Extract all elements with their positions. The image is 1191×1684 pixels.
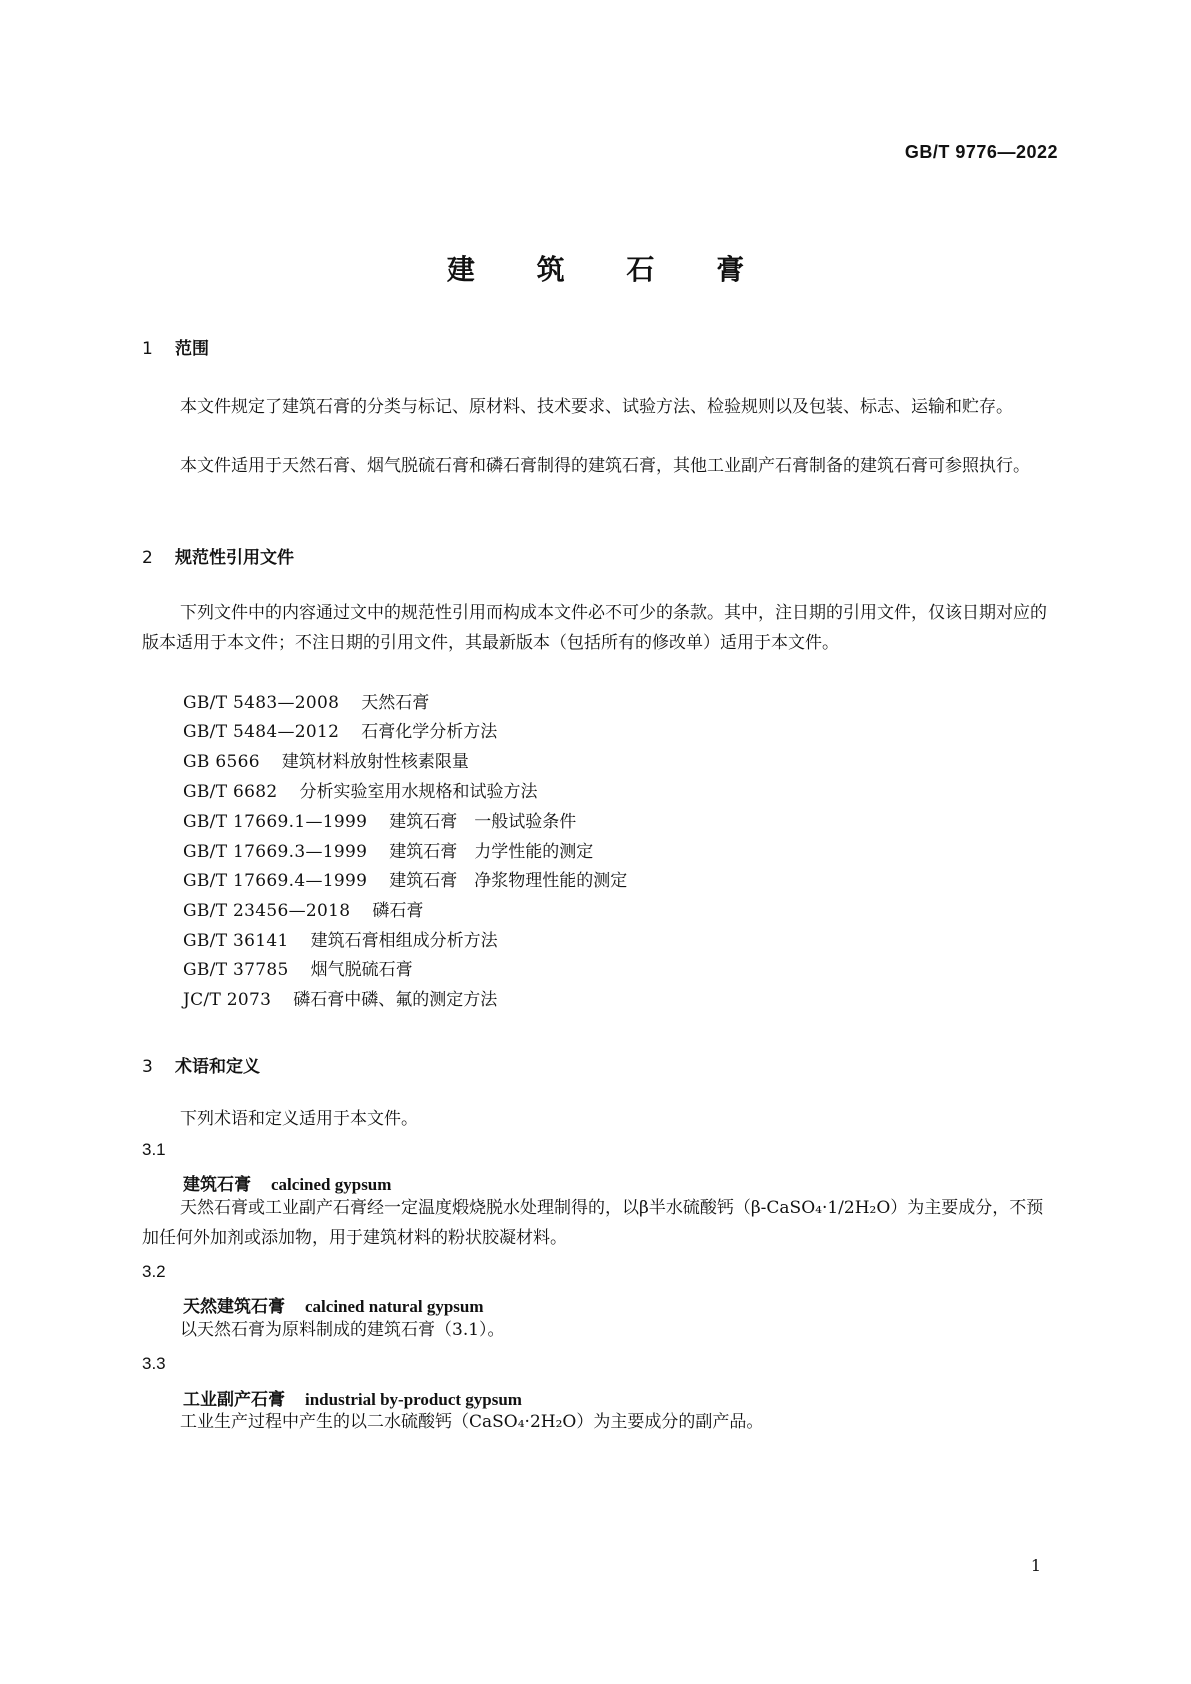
reference-item — [183, 807, 576, 837]
term-en: calcined gypsum — [271, 1175, 392, 1194]
terms-intro: 下列术语和定义适用于本文件。 — [180, 1109, 418, 1129]
term-heading — [183, 1292, 484, 1317]
reference-item — [183, 747, 469, 777]
reference-name: 石膏化学分析方法 — [361, 722, 498, 742]
term-number: 3.1 — [142, 1140, 166, 1159]
reference-code: GB/T 17669.1—1999 — [183, 812, 368, 832]
reference-item — [183, 896, 423, 926]
term-definition: 以天然石膏为原料制成的建筑石膏（3.1）。 — [180, 1320, 505, 1340]
reference-code: GB/T 17669.3—1999 — [183, 842, 368, 862]
reference-item — [183, 777, 538, 807]
reference-code: GB/T 37785 — [183, 960, 289, 980]
term-zh: 工业副产石膏 — [183, 1390, 285, 1410]
reference-name: 烟气脱硫石膏 — [310, 960, 413, 980]
section-number: 1 — [142, 339, 153, 359]
term-heading — [183, 1170, 391, 1195]
reference-name: 分析实验室用水规格和试验方法 — [299, 782, 538, 802]
page-number: 1 — [1030, 1556, 1041, 1575]
reference-item — [183, 866, 627, 896]
reference-item — [183, 717, 497, 747]
section-heading-normative — [142, 543, 294, 568]
reference-name: 建筑石膏 力学性能的测定 — [389, 842, 594, 862]
section-title: 范围 — [175, 339, 209, 359]
section-title: 术语和定义 — [175, 1057, 260, 1077]
reference-name: 磷石膏中磷、氟的测定方法 — [293, 990, 498, 1010]
scope-paragraph-2: 本文件适用于天然石膏、烟气脱硫石膏和磷石膏制得的建筑石膏，其他工业副产石膏制备的建筑石膏可参照执行。 — [180, 456, 1030, 476]
reference-name: 建筑石膏 一般试验条件 — [389, 812, 577, 832]
scope-paragraph-1: 本文件规定了建筑石膏的分类与标记、原材料、技术要求、试验方法、检验规则以及包装、标志、运输和贮存。 — [180, 397, 1013, 417]
reference-code: GB/T 23456—2018 — [183, 901, 351, 921]
standard-code: GB/T 9776—2022 — [904, 142, 1058, 162]
reference-code: GB/T 6682 — [183, 782, 278, 802]
reference-name: 磷石膏 — [372, 901, 424, 921]
reference-name: 建筑石膏 净浆物理性能的测定 — [389, 871, 628, 891]
reference-name: 建筑材料放射性核素限量 — [281, 752, 469, 772]
reference-code: GB/T 17669.4—1999 — [183, 871, 368, 891]
term-definition: 工业生产过程中产生的以二水硫酸钙（CaSO₄·2H₂O）为主要成分的副产品。 — [180, 1412, 764, 1432]
reference-item — [183, 985, 497, 1015]
term-definition: 天然石膏或工业副产石膏经一定温度煅烧脱水处理制得的，以β半水硫酸钙（β-CaSO₄·1/2H₂O）为主要成分，不预加任何外加剂或添加物，用于建筑材料的粉状胶凝材料。 — [142, 1198, 1044, 1248]
section-heading-scope — [142, 334, 209, 359]
term-zh: 天然建筑石膏 — [183, 1297, 285, 1317]
reference-name: 天然石膏 — [361, 693, 430, 713]
reference-code: GB 6566 — [183, 752, 260, 772]
section-number: 2 — [142, 548, 153, 568]
section-number: 3 — [142, 1057, 153, 1077]
reference-name: 建筑石膏相组成分析方法 — [310, 931, 498, 951]
normative-intro: 下列文件中的内容通过文中的规范性引用而构成本文件必不可少的条款。其中，注日期的引用文件，仅该日期对应的版本适用于本文件；不注日期的引用文件，其最新版本（包括所有的修改单）适用于本文件。 — [142, 603, 1047, 653]
reference-code: GB/T 5483—2008 — [183, 693, 340, 713]
section-heading-terms — [142, 1052, 260, 1077]
term-number: 3.2 — [142, 1262, 166, 1281]
reference-code: GB/T 5484—2012 — [183, 722, 340, 742]
reference-code: JC/T 2073 — [183, 990, 272, 1010]
reference-item — [183, 926, 498, 956]
term-en: calcined natural gypsum — [305, 1297, 484, 1316]
term-zh: 建筑石膏 — [183, 1175, 251, 1195]
reference-code: GB/T 36141 — [183, 931, 289, 951]
term-en: industrial by-product gypsum — [305, 1390, 522, 1409]
reference-item — [183, 688, 429, 718]
term-number: 3.3 — [142, 1354, 166, 1373]
reference-item — [183, 955, 413, 985]
reference-item — [183, 837, 593, 867]
section-title: 规范性引用文件 — [175, 548, 294, 568]
page-title: 建 筑 石 膏 — [446, 253, 771, 286]
